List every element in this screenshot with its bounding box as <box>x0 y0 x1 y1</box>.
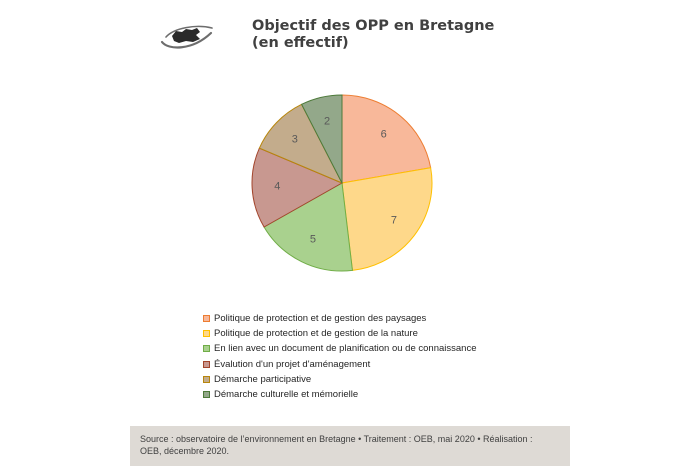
chart-title <box>252 18 512 52</box>
pie-slice-2 <box>342 168 432 271</box>
legend-swatch-4 <box>203 361 210 368</box>
data-label-6: 2 <box>323 115 331 128</box>
legend-label-1: Politique de protection et de gestion des paysages <box>214 313 427 325</box>
legend-label-4: Évalution d'un projet d'aménagement <box>214 358 371 370</box>
legend-swatch-2 <box>203 330 210 337</box>
legend-item-2 <box>203 326 476 341</box>
legend-swatch-3 <box>203 345 210 352</box>
data-label-2: 7 <box>390 214 398 227</box>
legend-item-5 <box>203 372 476 387</box>
data-label-5: 3 <box>291 133 298 146</box>
chart-title-line1: Objectif des OPP en Bretagne <box>252 18 495 34</box>
source-line2: OEB, décembre 2020. <box>140 446 230 456</box>
legend-swatch-6 <box>203 391 210 398</box>
data-label-1: 6 <box>380 128 387 141</box>
legend-swatch-1 <box>203 315 210 322</box>
pie-chart <box>240 84 445 282</box>
legend-item-4 <box>203 357 476 372</box>
legend-item-3 <box>203 341 476 356</box>
source-note <box>130 426 570 466</box>
legend-swatch-5 <box>203 376 210 383</box>
legend-label-2: Politique de protection et de gestion de la nature <box>214 328 418 340</box>
chart-legend <box>203 311 476 402</box>
source-line1: Source : observatoire de l’environnement en Bretagne • Traitement : OEB, mai 2020 • Réalisation : <box>140 434 533 444</box>
legend-label-5: Démarche participative <box>214 373 312 385</box>
data-label-3: 5 <box>309 233 316 246</box>
brittany-map-logo-icon <box>156 20 216 54</box>
legend-item-6 <box>203 387 476 402</box>
chart-title-line2: (en effectif) <box>252 35 349 51</box>
legend-item-1 <box>203 311 476 326</box>
data-label-4: 4 <box>274 180 281 193</box>
legend-label-3: En lien avec un document de planification ou de connaissance <box>214 343 477 355</box>
legend-label-6: Démarche culturelle et mémorielle <box>214 389 359 401</box>
